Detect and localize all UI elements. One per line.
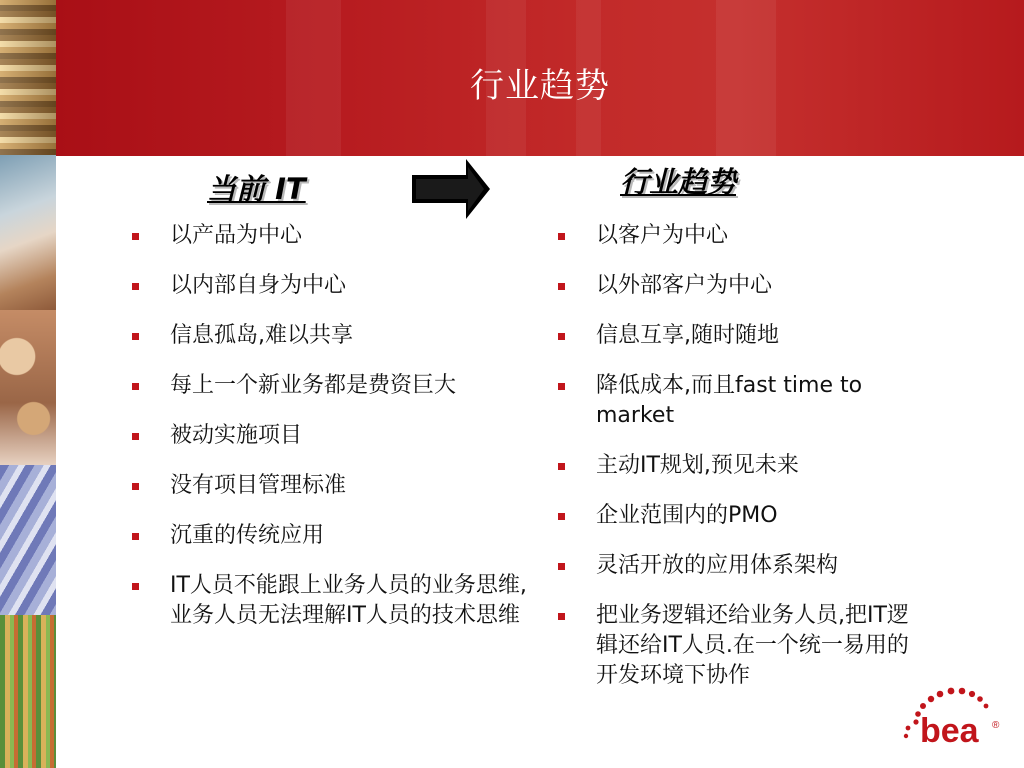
list-item <box>130 371 530 401</box>
list-item <box>130 521 530 551</box>
list-item-text: 被动实施项目 <box>170 423 303 448</box>
slide-title: 行业趋势 <box>470 66 610 106</box>
list-item-text: 把业务逻辑还给业务人员,把IT逻辑还给IT人员.在一个统一易用的开发环境下协作 <box>596 603 909 688</box>
list-item-text: 沉重的传统应用 <box>170 523 325 548</box>
keypad-photo <box>0 310 56 465</box>
square-bullet-icon <box>132 283 139 290</box>
list-item <box>556 221 916 251</box>
industry-trend-list <box>556 221 916 711</box>
square-bullet-icon <box>558 563 565 570</box>
list-item <box>556 321 916 351</box>
bookshelf-photo <box>0 0 56 155</box>
square-bullet-icon <box>558 463 565 470</box>
list-item-text: 信息互享,随时随地 <box>596 323 779 348</box>
right-arrow-icon <box>408 157 492 221</box>
list-item-text: IT人员不能跟上业务人员的业务思维,业务人员无法理解IT人员的技术思维 <box>170 573 527 628</box>
list-item <box>556 371 916 431</box>
bea-logo <box>898 684 1006 750</box>
list-item <box>130 321 530 351</box>
list-item-text: 以产品为中心 <box>170 223 303 248</box>
list-item <box>130 271 530 301</box>
list-item-text: 企业范围内的PMO <box>596 503 778 528</box>
logo-wordmark: bea <box>920 712 979 750</box>
list-item-text: 灵活开放的应用体系架构 <box>596 553 839 578</box>
list-item-text: 主动IT规划,预见未来 <box>596 453 799 478</box>
list-item <box>556 271 916 301</box>
list-item <box>556 551 916 581</box>
square-bullet-icon <box>132 533 139 540</box>
square-bullet-icon <box>558 613 565 620</box>
list-item-text: 以外部客户为中心 <box>596 273 773 298</box>
square-bullet-icon <box>558 233 565 240</box>
industry-trend-heading: 行业趋势 <box>620 165 737 199</box>
square-bullet-icon <box>558 383 565 390</box>
current-it-list <box>130 221 530 651</box>
square-bullet-icon <box>558 333 565 340</box>
list-item <box>130 221 530 251</box>
list-item <box>130 571 530 631</box>
decorative-photo-strip <box>0 0 56 768</box>
test-tubes-photo <box>0 615 56 768</box>
square-bullet-icon <box>132 333 139 340</box>
list-item <box>130 421 530 451</box>
list-item-text: 以内部自身为中心 <box>170 273 347 298</box>
blueprint-photo <box>0 465 56 615</box>
list-item <box>556 451 916 481</box>
list-item <box>556 501 916 531</box>
square-bullet-icon <box>132 383 139 390</box>
list-item <box>130 471 530 501</box>
list-item-text: 信息孤岛,难以共享 <box>170 323 353 348</box>
title-banner <box>56 0 1024 156</box>
list-item-text: 没有项目管理标准 <box>170 473 347 498</box>
square-bullet-icon <box>132 233 139 240</box>
square-bullet-icon <box>132 483 139 490</box>
handshake-photo <box>0 155 56 310</box>
list-item-text: 降低成本,而且fast time to market <box>596 373 863 428</box>
current-it-heading: 当前 IT <box>207 172 306 206</box>
list-item-text: 每上一个新业务都是费资巨大 <box>170 373 457 398</box>
list-item-text: 以客户为中心 <box>596 223 729 248</box>
square-bullet-icon <box>558 513 565 520</box>
square-bullet-icon <box>558 283 565 290</box>
list-item <box>556 601 916 691</box>
registered-mark: ® <box>992 720 1000 731</box>
square-bullet-icon <box>132 583 139 590</box>
square-bullet-icon <box>132 433 139 440</box>
